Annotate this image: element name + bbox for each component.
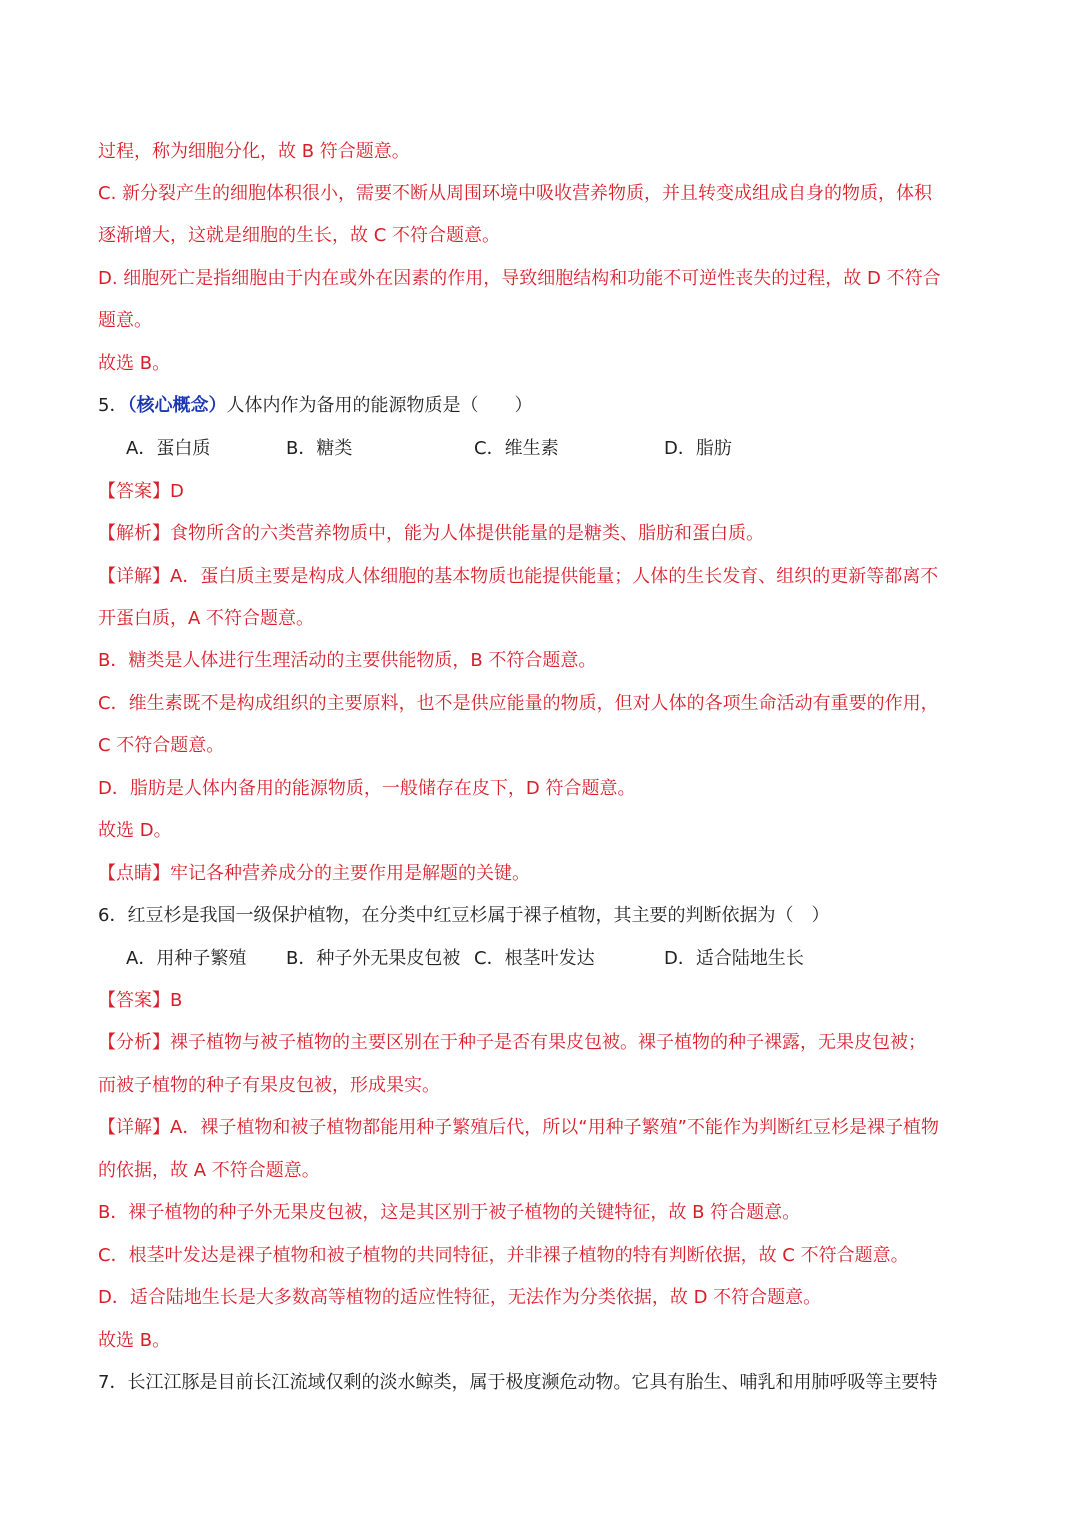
answer-label: 【答案】 xyxy=(98,481,170,502)
question-6-option-a: A．用种子繁殖 xyxy=(126,948,247,969)
question-5-option-d: D．脂肪 xyxy=(664,438,732,459)
detail-line: D．脂肪是人体内备用的能源物质，一般储存在皮下，D 符合题意。 xyxy=(98,778,636,799)
question-number: 5． xyxy=(98,395,128,416)
question-tag: （核心概念） xyxy=(127,395,227,416)
question-6-answer xyxy=(98,988,988,1014)
question-5-answer xyxy=(98,479,988,505)
detail-line: C 不符合题意。 xyxy=(98,735,225,756)
question-5-option-a: A．蛋白质 xyxy=(126,438,211,459)
explanation-line: 题意。 xyxy=(98,310,152,331)
tip-label: 【点睛】 xyxy=(98,863,170,884)
detail-line: B．糖类是人体进行生理活动的主要供能物质，B 不符合题意。 xyxy=(98,650,597,671)
question-text: 人体内作为备用的能源物质是（ ） xyxy=(226,395,533,416)
analysis-line: 而被子植物的种子有果皮包被，形成果实。 xyxy=(98,1075,440,1096)
question-5-analysis xyxy=(98,521,988,547)
question-7-stem: 7．长江江豚是目前长江流域仅剩的淡水鲸类，属于极度濒危动物。它具有胎生、哺乳和用肺呼吸等主要特 xyxy=(98,1372,938,1393)
explanation-line: 逐渐增大，这就是细胞的生长，故 C 不符合题意。 xyxy=(98,225,501,246)
detail-line: C．根茎叶发达是裸子植物和被子植物的共同特征，并非裸子植物的特有判断依据，故 C 不符合题意。 xyxy=(98,1245,909,1266)
answer-value: D xyxy=(170,481,184,502)
detail-line: D．适合陆地生长是大多数高等植物的适应性特征，无法作为分类依据，故 D 不符合题意。 xyxy=(98,1287,822,1308)
detail-line: 的依据，故 A 不符合题意。 xyxy=(98,1160,320,1181)
analysis-label: 【解析】 xyxy=(98,523,170,544)
choose-line: 故选 B。 xyxy=(98,1330,171,1351)
explanation-line: 过程，称为细胞分化，故 B 符合题意。 xyxy=(98,141,410,162)
analysis-text: 食物所含的六类营养物质中，能为人体提供能量的是糖类、脂肪和蛋白质。 xyxy=(170,523,764,544)
detail-text: A．裸子植物和被子植物都能用种子繁殖后代，所以“用种子繁殖”不能作为判断红豆杉是裸子植物 xyxy=(170,1117,939,1138)
explanation-line: D. 细胞死亡是指细胞由于内在或外在因素的作用，导致细胞结构和功能不可逆性丧失的过程，故 D 不符合 xyxy=(98,268,941,289)
choose-line: 故选 B。 xyxy=(98,353,171,374)
question-6-stem: 6．红豆杉是我国一级保护植物，在分类中红豆杉属于裸子植物，其主要的判断依据为（ ） xyxy=(98,905,830,926)
question-6-option-d: D．适合陆地生长 xyxy=(664,948,804,969)
detail-line: B．裸子植物的种子外无果皮包被，这是其区别于被子植物的关键特征，故 B 符合题意。 xyxy=(98,1202,801,1223)
detail-label: 【详解】 xyxy=(98,566,170,587)
detail-label: 【详解】 xyxy=(98,1117,170,1138)
question-6-detail xyxy=(98,1115,988,1141)
question-5-stem xyxy=(98,393,988,419)
choose-line: 故选 D。 xyxy=(98,820,172,841)
question-6-analysis xyxy=(98,1030,988,1056)
answer-label: 【答案】 xyxy=(98,990,170,1011)
question-5-detail xyxy=(98,564,988,590)
question-5-option-b: B．糖类 xyxy=(286,438,353,459)
question-6-option-c: C．根茎叶发达 xyxy=(474,948,595,969)
detail-line: 开蛋白质，A 不符合题意。 xyxy=(98,608,315,629)
answer-value: B xyxy=(170,990,183,1011)
analysis-text: 裸子植物与被子植物的主要区别在于种子是否有果皮包被。裸子植物的种子裸露，无果皮包被； xyxy=(170,1032,926,1053)
detail-line: C．维生素既不是构成组织的主要原料，也不是供应能量的物质，但对人体的各项生命活动有重要的作用， xyxy=(98,693,939,714)
detail-text: A．蛋白质主要是构成人体细胞的基本物质也能提供能量；人体的生长发育、组织的更新等都离不 xyxy=(170,566,939,587)
tip-text: 牢记各种营养成分的主要作用是解题的关键。 xyxy=(170,863,530,884)
explanation-line: C. 新分裂产生的细胞体积很小，需要不断从周围环境中吸收营养物质，并且转变成组成自身的物质，体积 xyxy=(98,183,933,204)
analysis-label: 【分析】 xyxy=(98,1032,170,1053)
question-5-tip xyxy=(98,861,988,887)
question-5-option-c: C．维生素 xyxy=(474,438,559,459)
question-6-option-b: B．种子外无果皮包被 xyxy=(286,948,461,969)
